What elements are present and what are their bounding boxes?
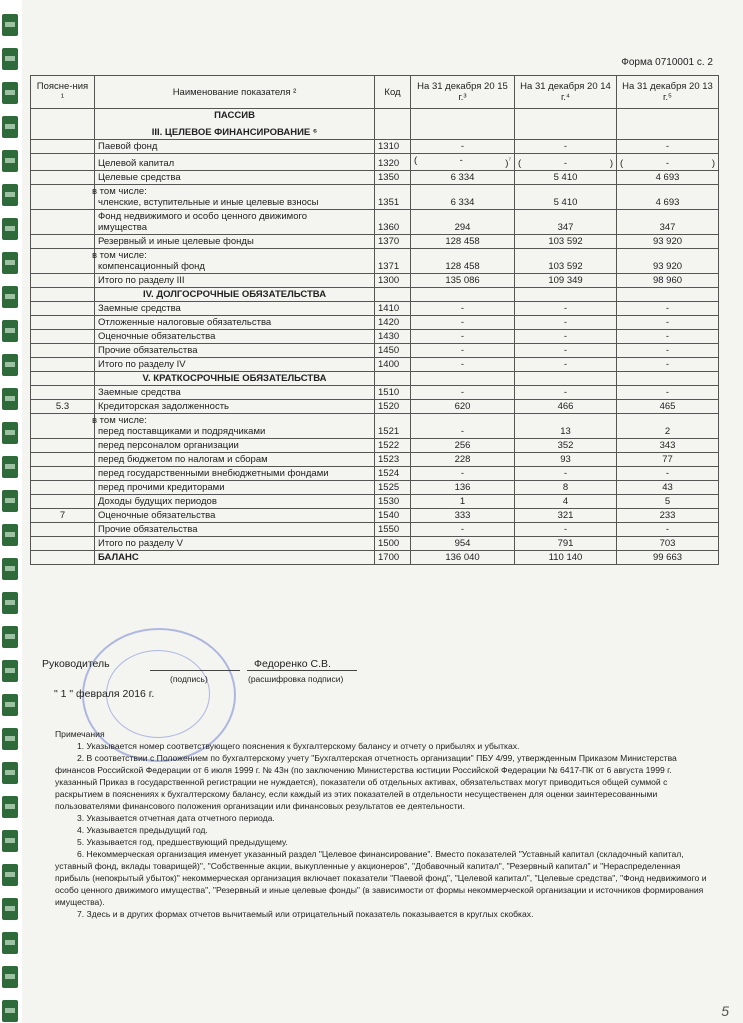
code-cell: 1540 (375, 509, 411, 523)
page-mark: 5 (721, 1003, 729, 1019)
indicator-name (95, 210, 375, 235)
binding-clip (2, 966, 18, 988)
section-heading: V. КРАТКОСРОЧНЫЕ ОБЯЗАТЕЛЬСТВА (142, 373, 327, 385)
note-cell (31, 316, 95, 330)
value-cell: - (411, 467, 515, 481)
value-cell: 128 458 (411, 249, 515, 274)
table-row (31, 509, 719, 523)
section-row (31, 288, 719, 302)
binding-clip (2, 1000, 18, 1022)
indicator-name (95, 235, 375, 249)
value-cell: ( - )$^{^7}$ (411, 154, 515, 171)
indicator-label: Прочие обязательства (98, 524, 198, 536)
value-cell: 103 592 (515, 235, 617, 249)
indicator-label: Оценочные обязательства (98, 331, 216, 343)
table-row (31, 330, 719, 344)
note-cell (31, 467, 95, 481)
footnote-item: 7. Здесь и в других формах отчетов вычитаемый или отрицательный показатель показывается в круглых скобках. (77, 909, 534, 919)
footnote-ref: ⁷ (508, 157, 511, 164)
indicator-label-cont: перед поставщиками и подрядчиками (98, 426, 266, 438)
header-col3: На 31 декабря 20 13 г.⁵ (617, 76, 719, 109)
name-caption: (расшифровка подписи) (248, 674, 344, 684)
indicator-label: Итого по разделу III (98, 275, 185, 287)
table-row (31, 302, 719, 316)
value-cell: 791 (515, 537, 617, 551)
table-body (31, 109, 719, 565)
indicator-label: в том числе: (92, 415, 147, 427)
value-cell: 343 (617, 439, 719, 453)
empty-cell (375, 109, 411, 140)
binding-clip (2, 796, 18, 818)
note-cell (31, 249, 95, 274)
value-cell: 703 (617, 537, 719, 551)
table-header-row (31, 76, 719, 109)
code-cell: 1410 (375, 302, 411, 316)
value-cell: - (617, 316, 719, 330)
indicator-label: Резервный и иные целевые фонды (98, 236, 254, 248)
value-cell: - (411, 523, 515, 537)
value-cell: 103 592 (515, 249, 617, 274)
value-cell: 93 920 (617, 249, 719, 274)
indicator-name (95, 453, 375, 467)
binding-clip (2, 82, 18, 104)
value-cell: - (515, 140, 617, 154)
value-cell: - (411, 344, 515, 358)
indicator-label: Итого по разделу IV (98, 359, 186, 371)
note-cell (31, 171, 95, 185)
indicator-name (95, 330, 375, 344)
table-row (31, 185, 719, 210)
value-cell: 2 (617, 414, 719, 439)
passive-heading: ПАССИВ (214, 110, 255, 121)
code-cell: 1523 (375, 453, 411, 467)
binding-clip (2, 388, 18, 410)
binding-clip (2, 932, 18, 954)
empty-cell (375, 288, 411, 302)
indicator-name (95, 537, 375, 551)
value-cell: - (411, 330, 515, 344)
table-row (31, 358, 719, 372)
name-line (247, 670, 357, 671)
binding-clip (2, 422, 18, 444)
note-cell (31, 439, 95, 453)
value-cell: 13 (515, 414, 617, 439)
value-cell: - (515, 523, 617, 537)
note-cell (31, 414, 95, 439)
empty-cell (411, 372, 515, 386)
header-col1: На 31 декабря 20 15 г.³ (411, 76, 515, 109)
value-cell: 620 (411, 400, 515, 414)
value-cell: 347 (515, 210, 617, 235)
code-cell: 1521 (375, 414, 411, 439)
binding-clip (2, 490, 18, 512)
indicator-label: Паевой фонд (98, 141, 158, 152)
table-row (31, 523, 719, 537)
section-heading: IV. ДОЛГОСРОЧНЫЕ ОБЯЗАТЕЛЬСТВА (142, 289, 327, 301)
table-row (31, 439, 719, 453)
code-cell: 1450 (375, 344, 411, 358)
code-cell: 1350 (375, 171, 411, 185)
value-cell: - (515, 330, 617, 344)
code-cell: 1520 (375, 400, 411, 414)
table-row (31, 400, 719, 414)
code-cell: 1524 (375, 467, 411, 481)
table-row (31, 481, 719, 495)
indicator-label: Итого по разделу V (98, 538, 183, 550)
value-cell: 77 (617, 453, 719, 467)
value-cell: 347 (617, 210, 719, 235)
empty-cell (515, 109, 617, 140)
binding-clip (2, 558, 18, 580)
indicator-label: перед персоналом организации (98, 440, 239, 452)
binding-clip (2, 626, 18, 648)
indicator-label: Прочие обязательства (98, 345, 198, 357)
note-cell (31, 358, 95, 372)
value-cell: 1 (411, 495, 515, 509)
binding-clip (2, 592, 18, 614)
indicator-name (95, 495, 375, 509)
indicator-label: в том числе: (92, 186, 147, 198)
binding-clip (2, 320, 18, 342)
empty-cell (617, 109, 719, 140)
note-cell (31, 372, 95, 386)
code-cell: 1300 (375, 274, 411, 288)
note-cell (31, 523, 95, 537)
table-row (31, 171, 719, 185)
footnote-item: 6. Некоммерческая организация именует указанный раздел "Целевое финансирование". Вместо показателей "Уставный капитал (складочный капитал, уставный фонд, вклады товарищей)", "Собственные акции, выкупленные у акционеров", "Добавочный капитал", "Резервный капитал" и "Нераспределенная прибыль (непокрытый убыток)" некоммерческая организация включает показатели "Паевой фонд", "Целевой капитал", "Целевые средства", "Фонд недвижимого и особо ценного движимого имущества", "Резервный и иные целевые фонды" (в зависимости от формы некоммерческой организации и источников формирования имущества). (55, 849, 707, 907)
indicator-name (95, 439, 375, 453)
section-title (95, 109, 375, 140)
note-cell (31, 481, 95, 495)
binding-clip (2, 218, 18, 240)
value-cell: 333 (411, 509, 515, 523)
value-cell: 99 663 (617, 551, 719, 565)
note-cell: 7 (31, 509, 95, 523)
value-cell: ( - ) (617, 154, 719, 171)
value-cell: 4 693 (617, 185, 719, 210)
indicator-label: Отложенные налоговые обязательства (98, 317, 272, 329)
table-row (31, 344, 719, 358)
code-cell: 1550 (375, 523, 411, 537)
empty-cell (515, 288, 617, 302)
table-row (31, 386, 719, 400)
binding-clip (2, 456, 18, 478)
value-cell: - (411, 386, 515, 400)
code-cell: 1370 (375, 235, 411, 249)
indicator-label: Заемные средства (98, 387, 181, 399)
note-cell (31, 537, 95, 551)
value-cell: 465 (617, 400, 719, 414)
binding-clip (2, 286, 18, 308)
value-cell: 352 (515, 439, 617, 453)
note-cell (31, 551, 95, 565)
note-cell (31, 344, 95, 358)
indicator-name (95, 316, 375, 330)
binding-clip (2, 252, 18, 274)
note-cell (31, 140, 95, 154)
note-cell (31, 235, 95, 249)
note-cell (31, 274, 95, 288)
note-cell (31, 154, 95, 171)
empty-cell (411, 109, 515, 140)
indicator-name (95, 481, 375, 495)
table-row (31, 551, 719, 565)
code-cell: 1420 (375, 316, 411, 330)
table-row (31, 316, 719, 330)
indicator-label: перед бюджетом по налогам и сборам (98, 454, 268, 466)
binding-clip (2, 728, 18, 750)
header-code: Код (375, 76, 411, 109)
table-row (31, 154, 719, 171)
indicator-name (95, 400, 375, 414)
note-cell (31, 109, 95, 140)
footnote-item: 1. Указывается номер соответствующего пояснения к бухгалтерскому балансу и отчету о прибылях и убытках. (77, 741, 520, 751)
footnote-item: 2. В соответствии с Положением по бухгалтерскому учету "Бухгалтерская отчетность организации" ПБУ 4/99, утвержденным Приказом Министерства финансов Российской Федерации от 6 июля 1999 г. № 43н (по заключению Министерства юстиции Российской Федерации № 6417-ПК от 6 августа 1999 г. указанный Приказ в государственной регистрации не нуждается), показатели об отдельных активах, обязательствах могут приводиться общей суммой с раскрытием в пояснениях к бухгалтерскому балансу, если каждый из этих показателей в отдельности несущественен для оценки заинтересованными пользователями финансового положения организации или финансовых результатов ее деятельности. (55, 753, 677, 811)
indicator-label: Целевые средства (98, 172, 181, 184)
code-cell: 1310 (375, 140, 411, 154)
note-cell (31, 330, 95, 344)
header-note: Поясне-ния ¹ (31, 76, 95, 109)
value-cell: 4 (515, 495, 617, 509)
value-cell: 93 920 (617, 235, 719, 249)
value-text: - (459, 155, 463, 166)
header-col2: На 31 декабря 20 14 г.⁴ (515, 76, 617, 109)
note-cell (31, 386, 95, 400)
indicator-name (95, 154, 375, 171)
code-cell: 1522 (375, 439, 411, 453)
indicator-label: Кредиторская задолженность (98, 401, 230, 413)
note-cell (31, 288, 95, 302)
code-cell: 1360 (375, 210, 411, 235)
binding-clip (2, 14, 18, 36)
value-cell: 6 334 (411, 171, 515, 185)
value-cell: 93 (515, 453, 617, 467)
value-cell: 321 (515, 509, 617, 523)
empty-cell (515, 372, 617, 386)
binding-clip (2, 830, 18, 852)
footnote-item: 4. Указывается предыдущий год. (77, 825, 208, 835)
form-reference: Форма 0710001 с. 2 (621, 57, 713, 68)
table-row (31, 274, 719, 288)
value-cell: - (411, 140, 515, 154)
section-title (95, 288, 375, 302)
value-cell: 5 410 (515, 171, 617, 185)
indicator-name (95, 358, 375, 372)
value-cell: - (617, 344, 719, 358)
indicator-label: Оценочные обязательства (98, 510, 216, 522)
signature-line (150, 670, 240, 671)
indicator-label: Фонд недвижимого и особо ценного движимого (98, 211, 308, 223)
indicator-name (95, 171, 375, 185)
footnotes-title: Примечания (55, 729, 105, 739)
note-cell (31, 210, 95, 235)
empty-cell (617, 372, 719, 386)
section-row (31, 372, 719, 386)
value-cell: 136 (411, 481, 515, 495)
code-cell: 1371 (375, 249, 411, 274)
value-cell: ( - ) (515, 154, 617, 171)
value-cell: 135 086 (411, 274, 515, 288)
indicator-name (95, 344, 375, 358)
value-cell: - (617, 358, 719, 372)
signature-date: " 1 " февраля 2016 г. (54, 688, 155, 700)
indicator-name (92, 414, 375, 439)
balance-table (30, 75, 719, 565)
value-cell: - (515, 344, 617, 358)
footnote-item: 5. Указывается год, предшествующий предыдущему. (77, 837, 288, 847)
value-cell: 256 (411, 439, 515, 453)
binding-clip (2, 660, 18, 682)
binding-clip (2, 864, 18, 886)
table-row (31, 210, 719, 235)
footnote-item: 3. Указывается отчетная дата отчетного периода. (77, 813, 275, 823)
code-cell: 1320 (375, 154, 411, 171)
indicator-label: Целевой капитал (98, 158, 175, 170)
section-heading: III. ЦЕЛЕВОЕ ФИНАНСИРОВАНИЕ ⁶ (151, 127, 318, 138)
value-text: - (563, 158, 568, 170)
value-cell: - (617, 467, 719, 481)
code-cell: 1510 (375, 386, 411, 400)
indicator-label-cont: имущества (98, 222, 148, 234)
empty-cell (411, 288, 515, 302)
value-cell: 954 (411, 537, 515, 551)
table-row (31, 235, 719, 249)
note-cell (31, 453, 95, 467)
value-cell: 233 (617, 509, 719, 523)
signature-block (42, 658, 542, 718)
value-cell: - (617, 386, 719, 400)
value-cell: - (617, 523, 719, 537)
value-cell: - (411, 316, 515, 330)
indicator-name (95, 302, 375, 316)
header-name: Наименование показателя ² (95, 76, 375, 109)
value-cell: 98 960 (617, 274, 719, 288)
value-cell: - (515, 316, 617, 330)
table-row (31, 467, 719, 481)
indicator-name (95, 140, 375, 154)
code-cell: 1430 (375, 330, 411, 344)
indicator-label: Заемные средства (98, 303, 181, 315)
section-title (95, 372, 375, 386)
section-row (31, 109, 719, 140)
indicator-name (95, 386, 375, 400)
indicator-name (95, 551, 375, 565)
code-cell: 1500 (375, 537, 411, 551)
value-cell: - (617, 302, 719, 316)
empty-cell (617, 288, 719, 302)
value-cell: 5 (617, 495, 719, 509)
indicator-name (95, 523, 375, 537)
code-cell: 1351 (375, 185, 411, 210)
value-cell: 294 (411, 210, 515, 235)
binding-clip (2, 898, 18, 920)
code-cell: 1525 (375, 481, 411, 495)
value-cell: 6 334 (411, 185, 515, 210)
indicator-label: БАЛАНС (98, 552, 139, 564)
binding-clip (2, 524, 18, 546)
binding-clip (2, 48, 18, 70)
value-cell: 5 410 (515, 185, 617, 210)
value-cell: 466 (515, 400, 617, 414)
note-cell: 5.3 (31, 400, 95, 414)
value-cell: - (515, 302, 617, 316)
indicator-label: в том числе: (92, 250, 147, 262)
binding-clip (2, 354, 18, 376)
binding-clip (2, 762, 18, 784)
indicator-label-cont: членские, вступительные и иные целевые взносы (98, 197, 319, 209)
value-cell: 4 693 (617, 171, 719, 185)
code-cell: 1400 (375, 358, 411, 372)
indicator-label: перед прочими кредиторами (98, 482, 225, 494)
value-cell: 43 (617, 481, 719, 495)
signer-name: Федоренко С.В. (254, 658, 331, 670)
binding-clip (2, 184, 18, 206)
value-cell: 8 (515, 481, 617, 495)
value-cell: - (515, 358, 617, 372)
indicator-name (92, 249, 375, 274)
footnotes (55, 728, 715, 920)
value-cell: - (411, 414, 515, 439)
note-cell (31, 302, 95, 316)
value-text: - (665, 158, 670, 170)
code-cell: 1530 (375, 495, 411, 509)
value-cell: - (515, 467, 617, 481)
indicator-name (95, 274, 375, 288)
table-row (31, 414, 719, 439)
indicator-label: Доходы будущих периодов (98, 496, 217, 508)
value-cell: 110 140 (515, 551, 617, 565)
value-cell: - (411, 358, 515, 372)
indicator-name (95, 467, 375, 481)
table-row (31, 537, 719, 551)
table-row (31, 453, 719, 467)
spiral-binding (0, 0, 22, 1023)
indicator-name (92, 185, 375, 210)
binding-clip (2, 150, 18, 172)
binding-clip (2, 694, 18, 716)
table-row (31, 140, 719, 154)
empty-cell (375, 372, 411, 386)
indicator-label-cont: компенсационный фонд (98, 261, 205, 273)
value-cell: 109 349 (515, 274, 617, 288)
code-cell: 1700 (375, 551, 411, 565)
value-cell: 228 (411, 453, 515, 467)
value-cell: - (411, 302, 515, 316)
value-cell: - (617, 330, 719, 344)
indicator-label: перед государственными внебюджетными фондами (98, 468, 329, 480)
indicator-name (95, 509, 375, 523)
signature-caption: (подпись) (170, 674, 208, 684)
value-cell: - (515, 386, 617, 400)
binding-clip (2, 116, 18, 138)
value-cell: - (617, 140, 719, 154)
table-row (31, 249, 719, 274)
note-cell (31, 495, 95, 509)
signer-role: Руководитель (42, 658, 110, 670)
value-cell: 136 040 (411, 551, 515, 565)
table-row (31, 495, 719, 509)
value-cell: 128 458 (411, 235, 515, 249)
note-cell (31, 185, 95, 210)
